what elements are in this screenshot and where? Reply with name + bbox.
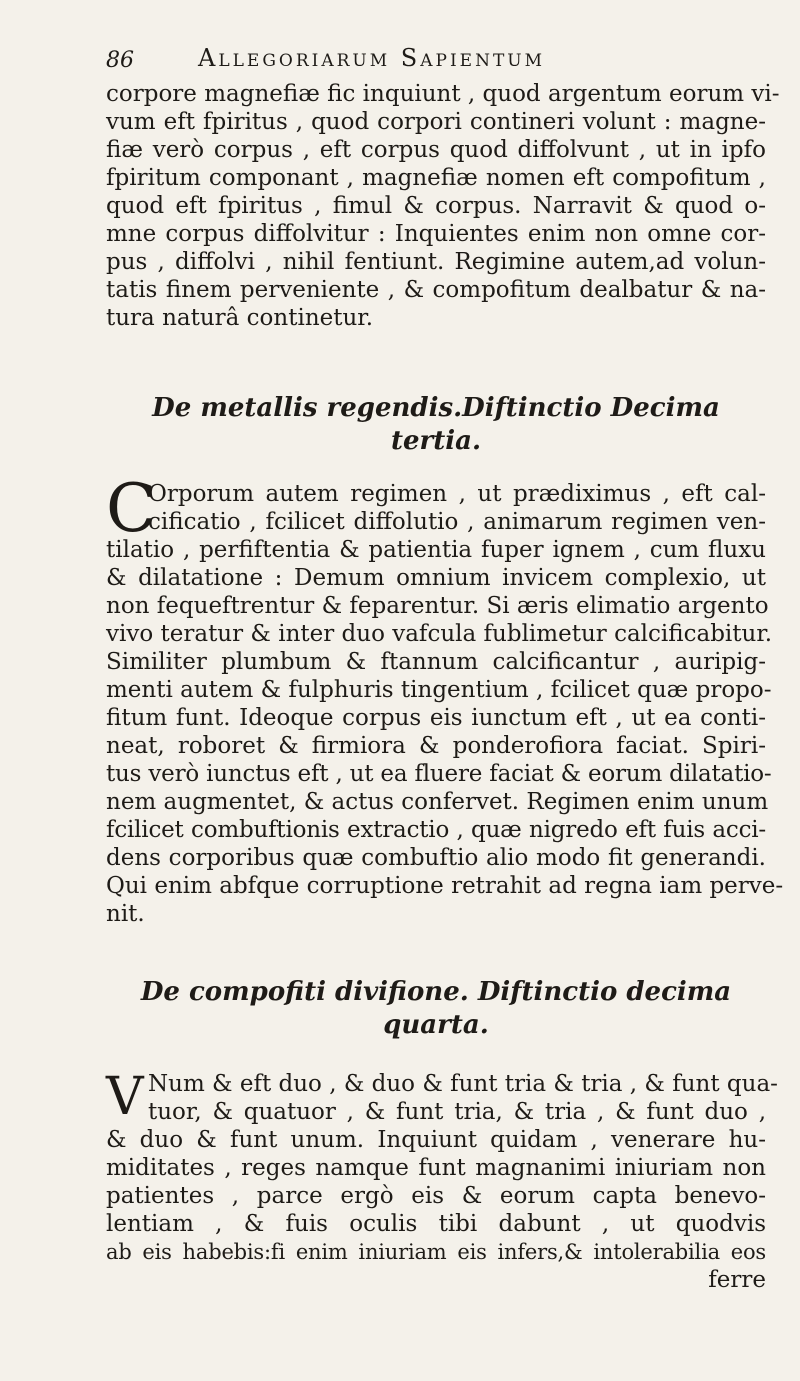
text-line: pus , diffolvi , nihil fentiunt. Regimine autem,ad volun- [106,249,766,275]
running-head [106,40,766,76]
text-line: & dilatatione : Demum omnium invicem complexio, ut [106,565,766,591]
heading-line: De metallis regendis.Diftinctio Decima [152,393,720,423]
text-line: Similiter plumbum & ftannum calcificantur , auripig- [106,649,766,675]
text-line: lentiam , & fuis oculis tibi dabunt , ut quodvis [106,1211,766,1237]
text-line: nit. [106,901,145,927]
text-line: tura naturâ continetur. [106,305,374,331]
heading-line: De compofiti divifione. Diftinctio decima [140,977,732,1007]
book-page [106,40,784,1294]
text-line: tus verò iunctus eft , ut ea fluere faciat & eorum dilatatio- [106,761,772,787]
paragraph-3 [106,1067,778,1294]
text-line: patientes , parce ergò eis & eorum capta benevo- [106,1183,766,1209]
text-line: fitum funt. Ideoque corpus eis iunctum eft , ut ea conti- [106,705,766,731]
text-line: miditates , reges namque funt magnanimi iniuriam non [106,1155,766,1181]
text-line: tatis finem perveniente , & compofitum dealbatur & na- [106,277,766,303]
heading-line: quarta. [383,1010,489,1040]
text-line: fiæ verò corpus , eft corpus quod diffolvunt , ut in ipfo [106,137,766,163]
text-line: ab eis habebis:fi enim iniuriam eis infers,& intolerabilia eos [106,1240,766,1264]
text-line: cificatio , fcilicet diffolutio , animarum regimen ven- [148,509,766,535]
text-line: neat, roboret & firmiora & ponderofiora faciat. Spiri- [106,733,766,759]
text-line: vum eft fpiritus , quod corpori contineri volunt : magne- [106,109,766,135]
text-line: quod eft fpiritus , fimul & corpus. Narravit & quod o- [106,193,766,219]
page-number: 86 [106,48,134,73]
text-line: tilatio , perfiftentia & patientia fuper ignem , cum fluxu [106,537,766,563]
text-line: Num & eft duo , & duo & funt tria & tria , & funt qua- [148,1071,778,1097]
paragraph-1 [106,80,780,332]
heading-line: tertia. [390,426,482,456]
text-line: Orporum autem regimen , ut prædiximus , eft cal- [148,481,766,507]
text-line: nem augmentet, & actus confervet. Regimen enim unum [106,789,769,815]
drop-cap: V [106,1067,144,1127]
paragraph-2 [106,470,784,928]
text-line: corpore magnefiæ fic inquiunt , quod argentum eorum vi- [106,81,780,107]
catchword: ferre [708,1267,766,1293]
text-line: dens corporibus quæ combuftio alio modo fit generandi. [106,845,766,871]
text-line: Qui enim abfque corruptione retrahit ad regna iam perve- [106,873,784,899]
text-line: non fequeftrentur & feparentur. Si æris elimatio argento [106,593,769,619]
text-line: tuor, & quatuor , & funt tria, & tria , & funt duo , [148,1099,766,1125]
running-title: Allegoriarum Sapientum [198,44,546,72]
text-line: menti autem & fulphuris tingentium , fcilicet quæ propo- [106,677,772,703]
text-line: fpiritum componant , magnefiæ nomen eft compofitum , [106,165,766,191]
drop-cap: C [106,470,157,547]
text-line: mne corpus diffolvitur : Inquientes enim non omne cor- [106,221,766,247]
text-line: & duo & funt unum. Inquiunt quidam , venerare hu- [106,1127,766,1153]
text-line: fcilicet combuftionis extractio , quæ nigredo eft fuis acci- [106,817,766,843]
section-heading-13 [106,392,766,458]
section-heading-14 [106,976,766,1042]
text-line: vivo teratur & inter duo vafcula fublimetur calcificabitur. [106,621,773,647]
